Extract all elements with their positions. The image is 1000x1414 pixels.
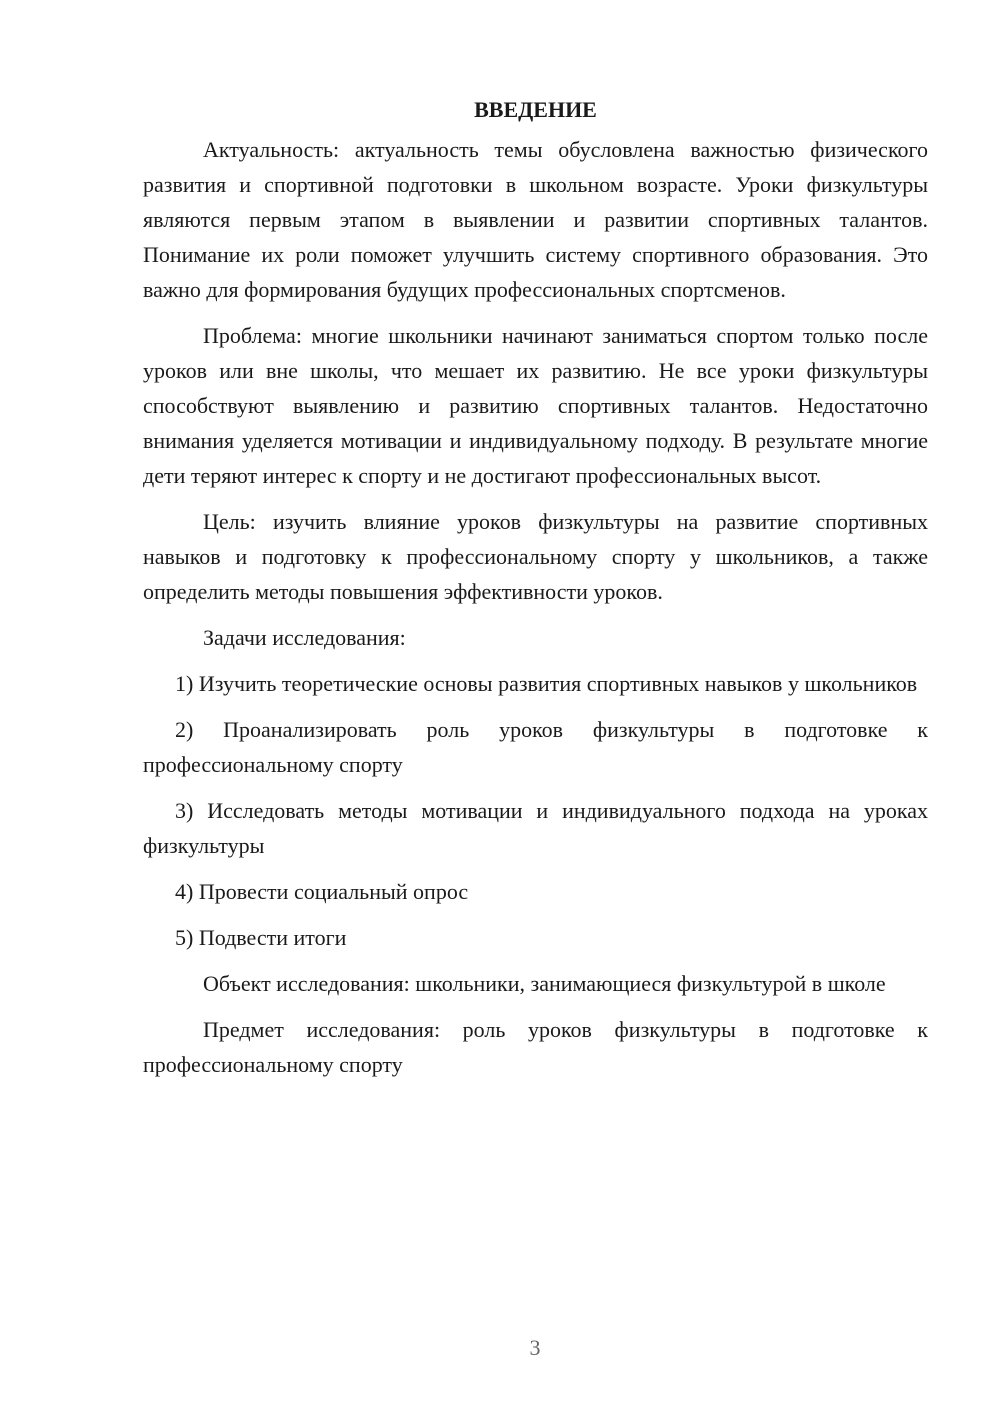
object-paragraph: Объект исследования: школьники, занимающиеся физкультурой в школе (203, 971, 886, 996)
problem-paragraph: Проблема: многие школьники начинают заниматься спортом только после уроков или вне школы, что мешает их развитию. Не все уроки физкультуры способствуют выявлению и развитию спортивных талантов. Недостаточно внимания уделяется мотивации и индивидуальному подходу. В результате многие дети теряют интерес к спорту и не достигают профессиональных высот. (143, 323, 928, 488)
task-item-1: 1) Изучить теоретические основы развития спортивных навыков у школьников (175, 671, 918, 696)
page-content (143, 92, 928, 1093)
task-item-4: 4) Провести социальный опрос (175, 879, 469, 904)
task-item-2: 2) Проанализировать роль уроков физкультуры в подготовке к профессиональному спорту (143, 717, 928, 777)
relevance-paragraph: Актуальность: актуальность темы обусловлена важностью физического развития и спортивной подготовки в школьном возрасте. Уроки физкультуры являются первым этапом в выявлении и развитии спортивных талантов. Понимание их роли поможет улучшить систему спортивного образования. Это важно для формирования будущих профессиональных спортсменов. (143, 137, 928, 302)
task-item-3: 3) Исследовать методы мотивации и индивидуального подхода на уроках физкультуры (143, 798, 928, 858)
page-number: 3 (529, 1335, 541, 1360)
section-heading: ВВЕДЕНИЕ (474, 97, 597, 122)
goal-paragraph: Цель: изучить влияние уроков физкультуры на развитие спортивных навыков и подготовку к профессиональному спорту у школьников, а также определить методы повышения эффективности уроков. (143, 509, 928, 604)
task-item-5: 5) Подвести итоги (175, 925, 347, 950)
subject-paragraph: Предмет исследования: роль уроков физкультуры в подготовке к профессиональному спорту (143, 1017, 928, 1077)
tasks-title: Задачи исследования: (203, 625, 406, 650)
